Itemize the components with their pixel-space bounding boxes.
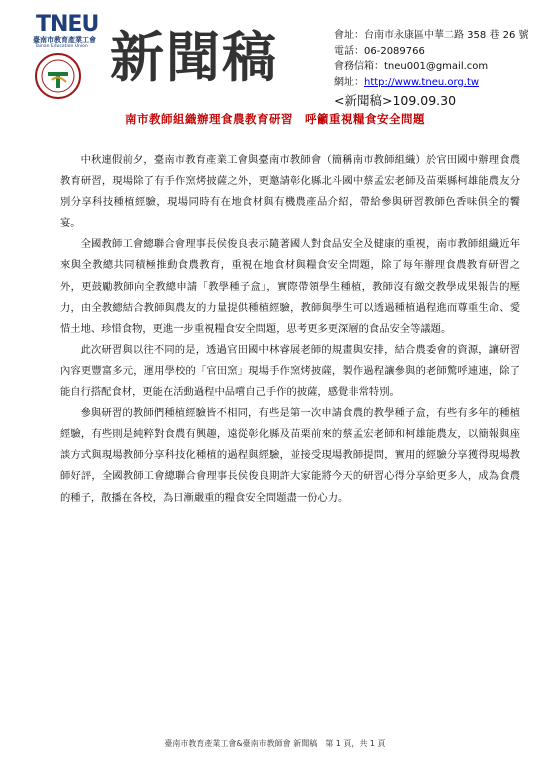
letterhead xyxy=(0,0,550,108)
website-link[interactable]: http://www.tneu.org.tw xyxy=(364,76,480,88)
contact-block xyxy=(334,28,529,90)
email-line: 會務信箱：tneu001@gmail.com xyxy=(334,61,489,72)
article-paragraph: 中秋連假前夕，臺南市教育產業工會與臺南市教師會（簡稱南市教師組織）於官田國中辦理食農教育研習，現場除了有手作窯烤披薩之外，更邀請彰化縣北斗國中蔡孟宏老師及苗栗縣柯雄能農友分別分享科技種植經驗，現場同時有在地食材與有機農產品介紹，帶給參與研習教師色香味俱全的饗宴。 xyxy=(60,154,520,230)
release-number: <新聞稿>109.09.30 xyxy=(334,93,457,108)
website-label: 網址： xyxy=(334,76,364,88)
union-name-chinese: 臺南市教育產業工會 xyxy=(33,36,96,44)
address-line: 會址：台南市永康區中華二路 358 巷 26 號 xyxy=(334,30,529,41)
website-line xyxy=(334,75,529,91)
press-release-title: 新聞稿 xyxy=(110,25,278,89)
page-footer: 臺南市教育產業工會&臺南市教師會 新聞稿 第 1 頁，共 1 頁 xyxy=(164,739,386,748)
teachers-association-seal-logo xyxy=(34,52,82,100)
article-paragraph: 參與研習的教師們種植經驗皆不相同，有些是第一次申請食農的教學種子盒，有些有多年的種植經驗，有些則是純粹對食農有興趣，遠從彰化縣及苗栗前來的蔡孟宏老師和柯雄能農友，以簡報與座談方式與現場教師分享科技化種植的過程與經驗，並接受現場教師提問，實用的經驗分享獲得現場教師好評，全國教師工會總聯合會理事長侯俊良期許大家能將今天的研習心得分享給更多人，成為食農的種子，散播在各校，為日漸嚴重的糧食安全問題盡一份心力。 xyxy=(60,407,520,504)
union-name-english: Tainan Education Union xyxy=(35,44,88,49)
tneu-logo-wordmark: TNEU xyxy=(36,12,99,37)
article-paragraph: 全國教師工會總聯合會理事長侯俊良表示隨著國人對食品安全及健康的重視，南市教師組織近年來與全教總共同積極推動食農教育，重視在地食材與糧食安全問題，除了每年辦理食農教育研習之外，更鼓勵教師向全教總申請「教學種子盒」，實際帶領學生種植，教師沒有繳交教學成果報告的壓力，由全教總結合教師與農友的力量提供種植經驗，教師與學生可以透過種植過程進而尊重生命、愛惜土地、珍惜食物，更進一步重視糧食安全問題，思考更多更深層的食品安全等議題。 xyxy=(60,238,520,335)
phone-line: 電話：06-2089766 xyxy=(334,45,425,57)
article-paragraph: 此次研習與以往不同的是，透過官田國中林睿展老師的規畫與安排，結合農委會的資源，讓研習內容更豐富多元，運用學校的「官田窯」現場手作窯烤披薩，製作過程讓參與的老師驚呼連連，除了能自行搭配食材，更能在活動過程中品嚐自己手作的披薩，感覺非常特別。 xyxy=(60,343,520,399)
article-body xyxy=(60,150,520,509)
article-headline: 南市教師組織辦理食農教育研習 呼籲重視糧食安全問題 xyxy=(125,112,425,126)
